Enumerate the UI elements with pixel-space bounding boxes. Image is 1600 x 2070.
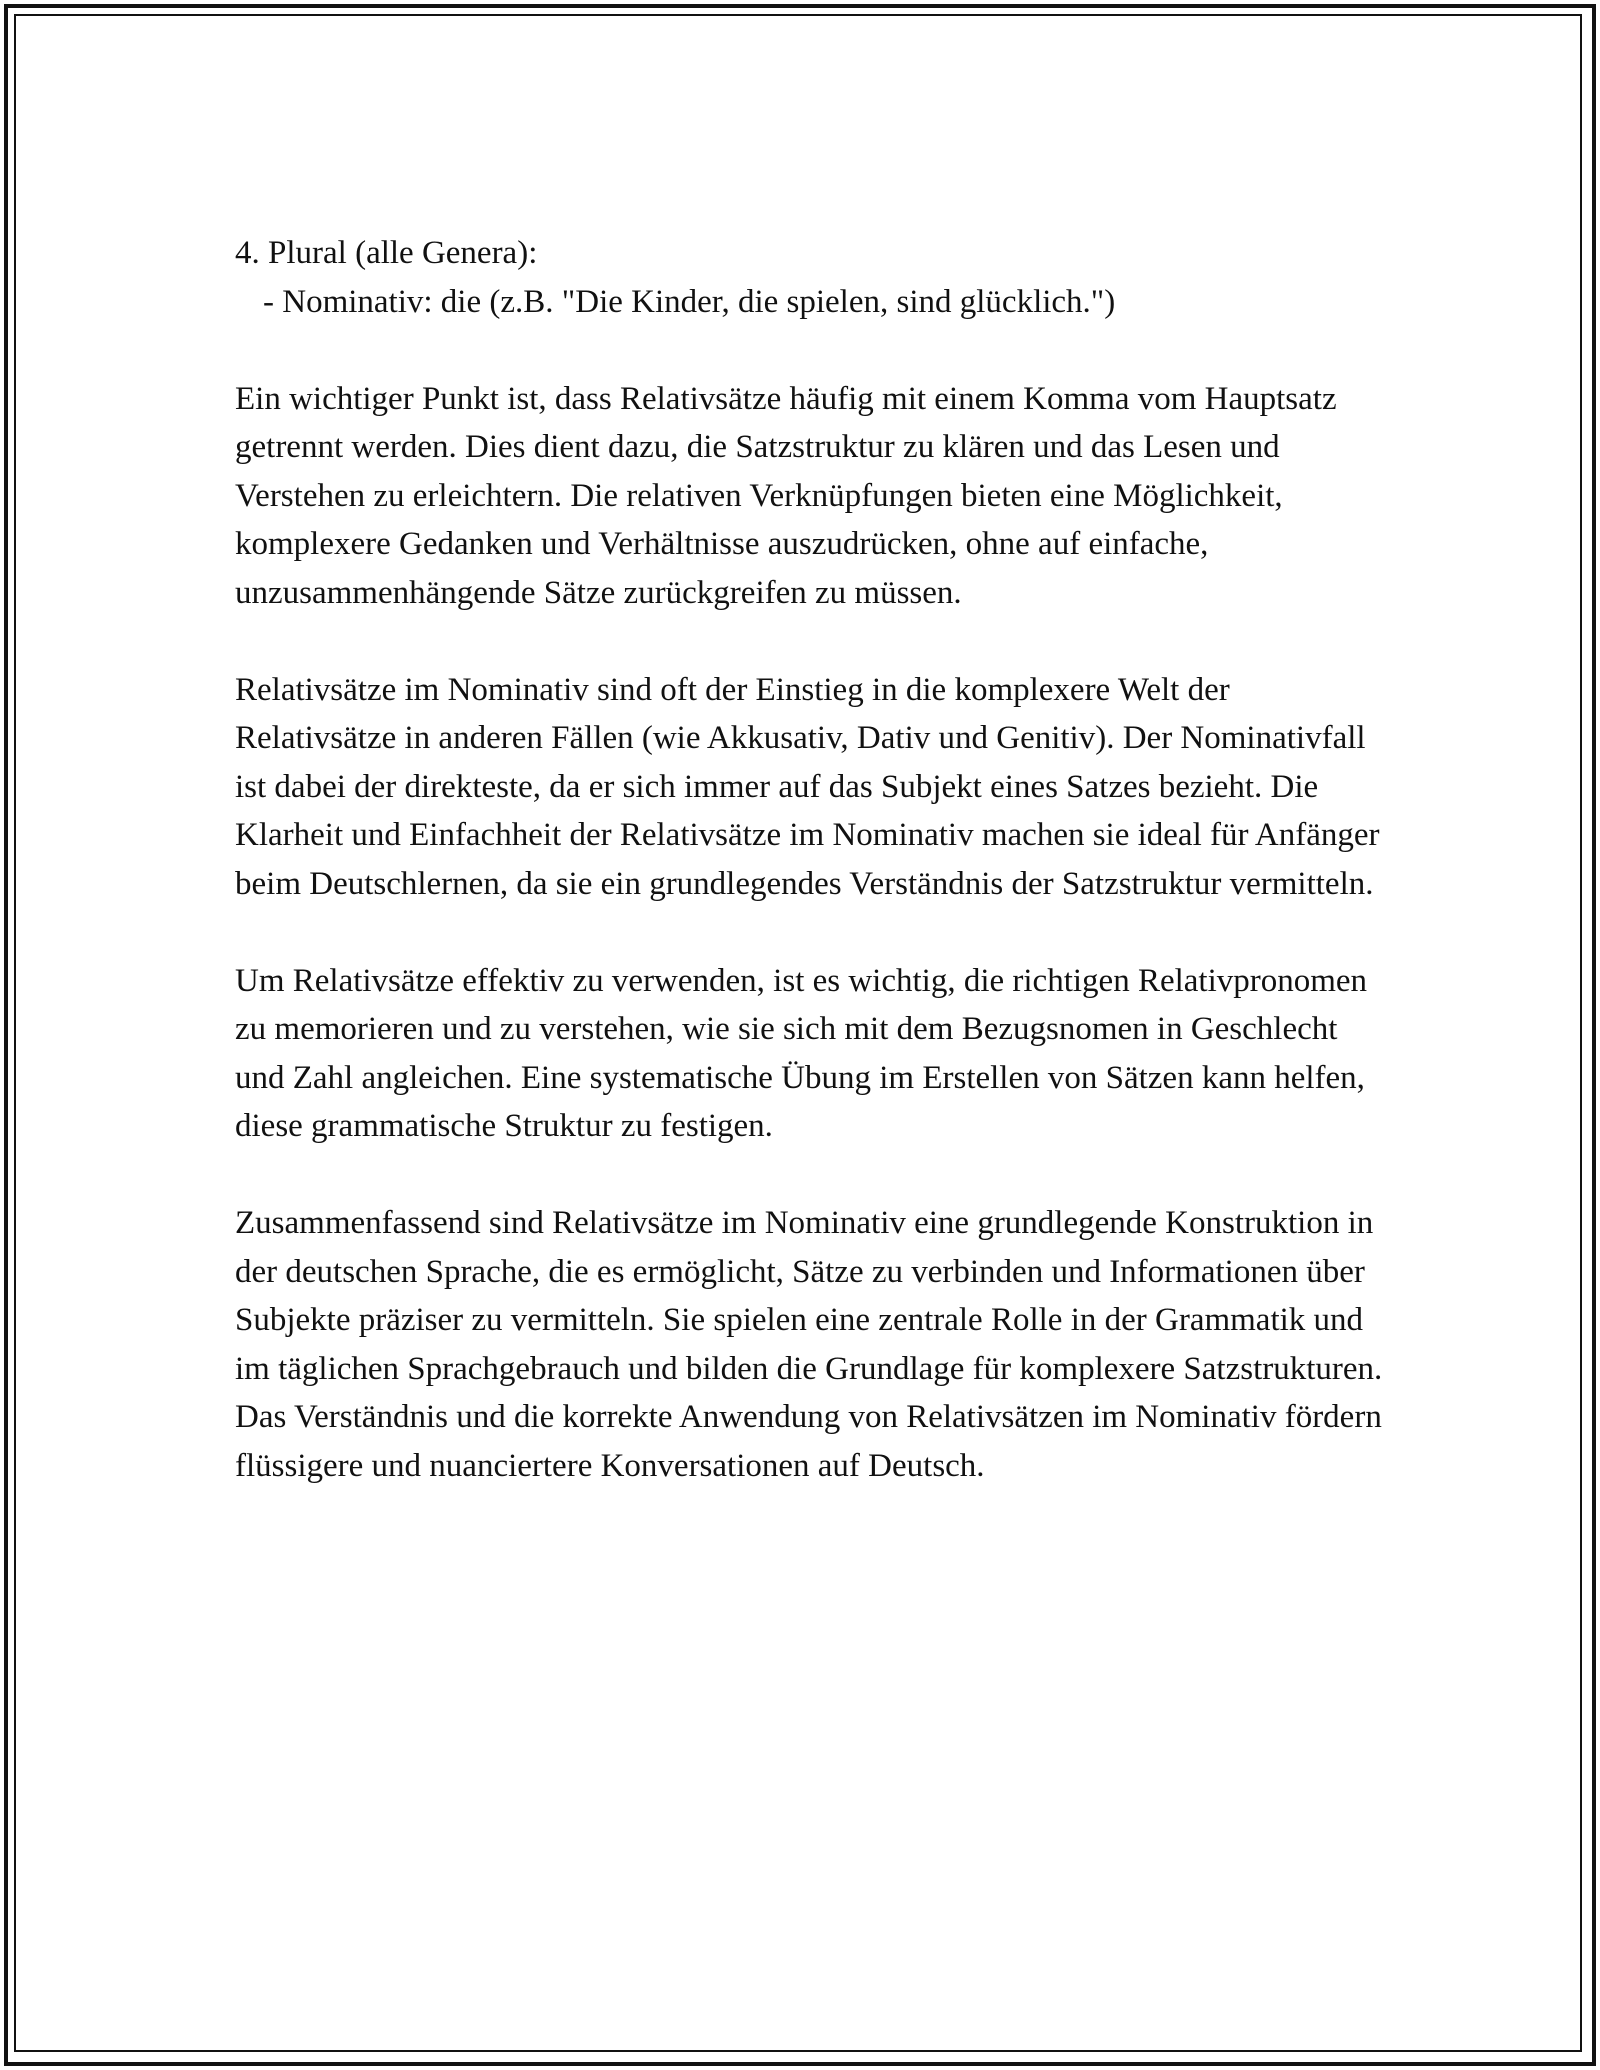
list-heading: 4. Plural (alle Genera):	[235, 235, 538, 271]
list-item: - Nominativ: die (z.B. "Die Kinder, die spielen, sind glücklich.")	[263, 283, 1116, 320]
paragraph: Ein wichtiger Punkt ist, dass Relativsätze häufig mit einem Komma vom Hauptsatz getrennt werden. Dies dient dazu, die Satzstruktur zu klären und das Lesen und Verstehen zu erleichtern. Die relativen Verknüpfungen bieten eine Möglichkeit, komplexere Gedanken und Verhältnisse auszudrücken, ohne auf einfache, unzusammenhängende Sätze zurückgreifen zu müssen.	[235, 380, 1337, 611]
paragraph: Zusammenfassend sind Relativsätze im Nominativ eine grundlegende Konstruktion in der deutschen Sprache, die es ermöglicht, Sätze zu verbinden und Informationen über Subjekte präziser zu vermitteln. Sie spielen eine zentrale Rolle in der Grammatik und im täglichen Sprachgebrauch und bilden die Grundlage für komplexere Satzstrukturen. Das Verständnis und die korrekte Anwendung von Relativsätzen im Nominativ fördern flüssigere und nuanciertere Konversationen auf Deutsch.	[235, 1205, 1383, 1484]
paragraph: Relativsätze im Nominativ sind oft der Einstieg in die komplexere Welt der Relativsätze in anderen Fällen (wie Akkusativ, Dativ und Genitiv). Der Nominativfall ist dabei der direkteste, da er sich immer auf das Subjekt eines Satzes bezieht. Die Klarheit und Einfachheit der Relativsätze im Nominativ machen sie ideal für Anfänger beim Deutschlernen, da sie ein grundlegendes Verständnis der Satzstruktur vermitteln.	[235, 671, 1380, 902]
paragraph: Um Relativsätze effektiv zu verwenden, ist es wichtig, die richtigen Relativpronomen zu memorieren und zu verstehen, wie sie sich mit dem Bezugsnomen in Geschlecht und Zahl angleichen. Eine systematische Übung im Erstellen von Sätzen kann helfen, diese grammatische Struktur zu festigen.	[235, 962, 1368, 1144]
document-body	[235, 229, 1385, 1490]
